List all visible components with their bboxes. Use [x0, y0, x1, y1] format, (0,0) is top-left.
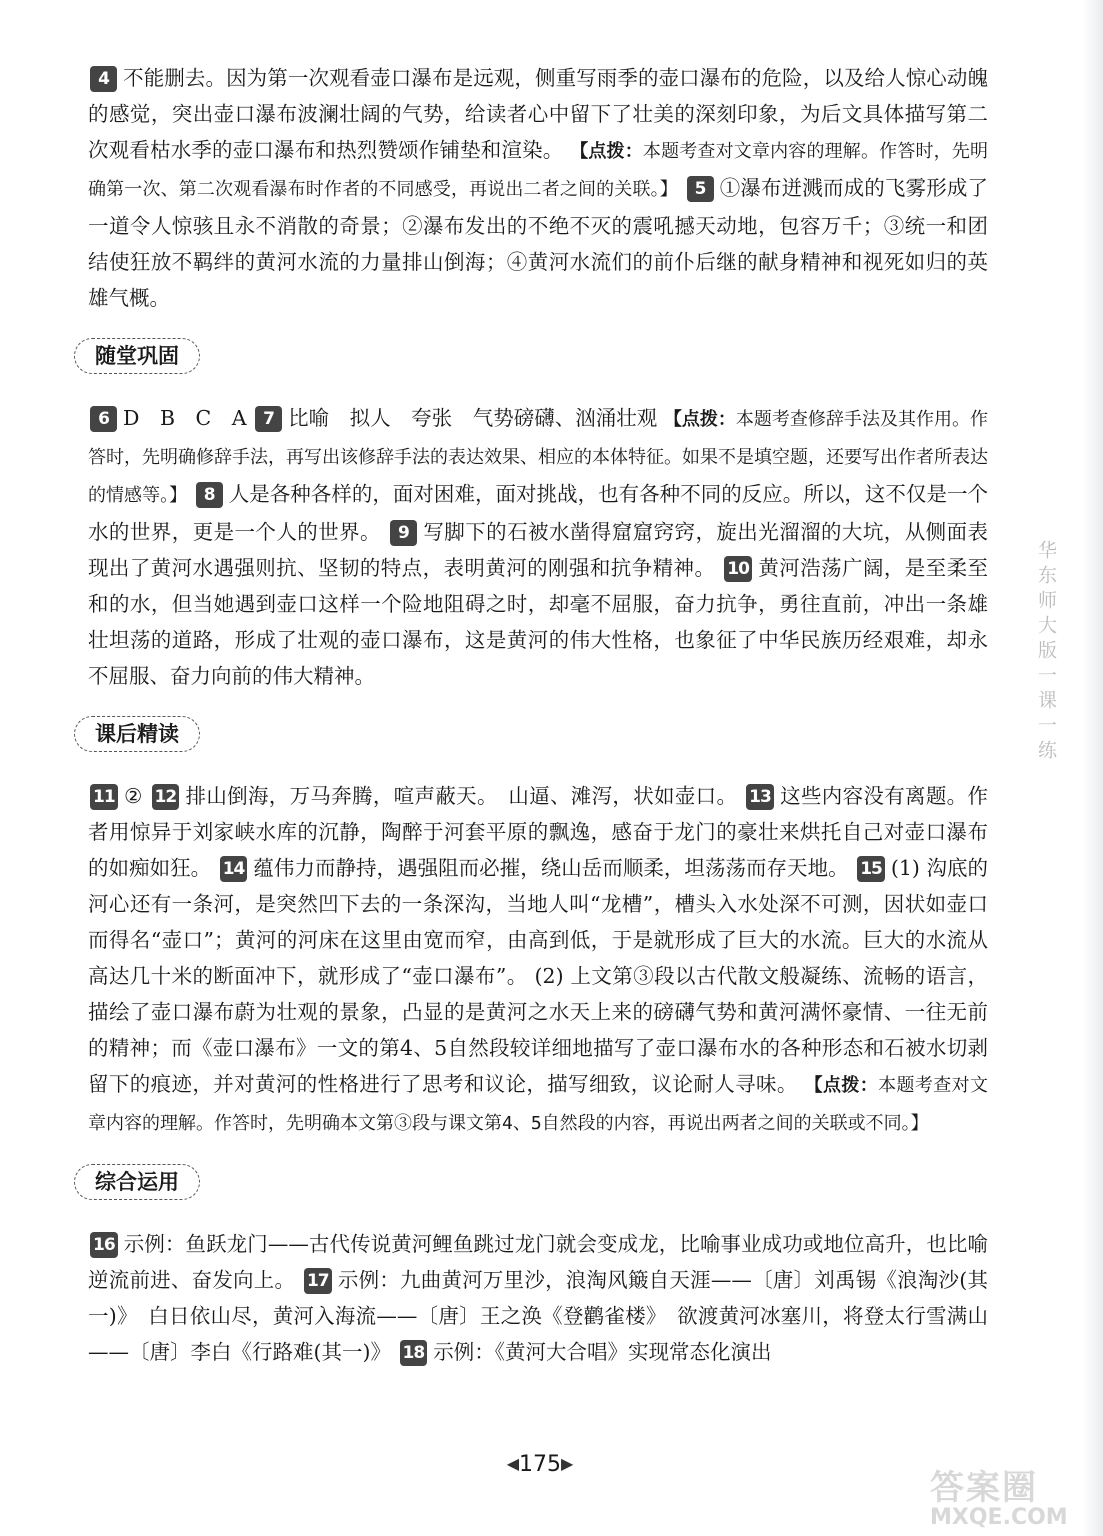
hint-label: 【点拨：: [663, 409, 736, 430]
question-number-badge: 10: [724, 556, 752, 582]
answer-text: (2) 上文第③段以古代散文般凝练、流畅的语言，描绘了壶口瀑布蔚为壮观的景象，凸显的是黄河之水天上来的磅礴气势和黄河满怀豪情、一往无前的精神；而《壶口瀑布》一文的第4、5自然段较详细地描写了壶口瀑布水的各种形态和石被水切剥留下的痕迹，并对黄河的性格进行了思考和议论，描写细致，议论耐人寻味。: [88, 964, 988, 1096]
answers-part-3: [88, 778, 988, 1142]
question-number-badge: 16: [90, 1232, 118, 1258]
page-number: [495, 1452, 585, 1477]
answer-text: 示例：鱼跃龙门——古代传说黄河鲤鱼跳过龙门就会变成龙，比喻事业成功或地位高升，也比喻逆流前进、奋发向上。: [88, 1232, 988, 1292]
question-number-badge: 5: [687, 176, 714, 202]
answer-text: 排山倒海，万马奔腾，喧声蔽天。 山逼、滩泻，状如壶口。: [185, 784, 738, 808]
question-number-badge: 7: [255, 406, 282, 432]
question-number-badge: 18: [400, 1340, 428, 1366]
question-number-badge: 4: [90, 66, 117, 92]
answer-text: (1) 沟底的河心还有一条河，是突然凹下去的一条深沟，当地人叫“龙槽”，槽头入水处深不可测，因状如壶口而得名“壶口”；黄河的河床在这里由宽而窄，由高到低，于是就形成了巨大的水流。巨大的水流从高达几十米的断面冲下，就形成了“壶口瀑布”。: [88, 856, 988, 988]
hint-label: 【点拨：: [804, 1075, 879, 1096]
answer-text: 示例：《黄河大合唱》实现常态化演出: [433, 1340, 772, 1364]
section-title-reading: 课后精读: [74, 716, 200, 752]
hint-text: 本题考查对文章内容的理解。作答时，先明确第一次、第二次观看瀑布时作者的不同感受，再说出二者之间的关联。】: [88, 141, 989, 200]
page-edge-shadow: [1082, 0, 1103, 1536]
page-number-text: 175: [519, 1452, 561, 1477]
answer-text: D B C A: [123, 406, 247, 430]
answer-text: 这些内容没有离题。作者用惊异于刘家峡水库的沉静，陶醉于河套平原的飘逸，感奋于龙门的豪壮来烘托自己对壶口瀑布的如痴如狂。: [88, 784, 988, 880]
question-number-badge: 9: [390, 520, 417, 546]
answer-text: 不能删去。因为第一次观看壶口瀑布是远观，侧重写雨季的壶口瀑布的危险，以及给人惊心动魄的感觉，突出壶口瀑布波澜壮阔的气势，给读者心中留下了壮美的深刻印象，为后文具体描写第二次观看枯水季的壶口瀑布和热烈赞颂作铺垫和渲染。: [88, 66, 988, 162]
answer-text: ②: [123, 784, 143, 808]
question-number-badge: 8: [196, 482, 223, 508]
answer-text: 黄河浩荡广阔，是至柔至和的水，但当她遇到壶口这样一个险地阻碍之时，却毫不屈服，奋力抗争，勇往直前，冲出一条雄壮坦荡的道路，形成了壮观的壶口瀑布，这是黄河的伟大性格，也象征了中华民族历经艰难，却永不屈服、奋力向前的伟大精神。: [88, 556, 988, 688]
question-number-badge: 13: [746, 784, 774, 810]
section-title-application: 综合运用: [74, 1164, 200, 1200]
question-number-badge: 17: [304, 1268, 332, 1294]
watermark-logo: [930, 1470, 1100, 1534]
right-arrow-icon: ▶: [561, 1454, 574, 1473]
answers-part-2: [88, 400, 988, 694]
left-arrow-icon: ◀: [506, 1454, 519, 1473]
answer-text: 示例：九曲黄河万里沙，浪淘风簸自天涯——〔唐〕刘禹锡《浪淘沙(其一)》 白日依山尽，黄河入海流——〔唐〕王之涣《登鹳雀楼》 欲渡黄河冰塞川，将登太行雪满山——〔唐〕李白《行路难(其一)》: [88, 1268, 988, 1364]
answer-text: 蕴伟力而静持，遇强阻而必摧，绕山岳而顺柔，坦荡荡而存天地。: [253, 856, 849, 880]
answer-text: 写脚下的石被水凿得窟窟窍窍，旋出光溜溜的大坑，从侧面表现出了黄河水遇强则抗、坚韧的特点，表明黄河的刚强和抗争精神。: [88, 520, 989, 580]
answer-text: 人是各种各样的，面对困难，面对挑战，也有各种不同的反应。所以，这不仅是一个水的世界，更是一个人的世界。: [88, 482, 988, 544]
question-number-badge: 15: [857, 856, 885, 882]
answers-part-4: [88, 1226, 988, 1370]
answers-part-1: [88, 60, 988, 316]
side-series-title: 华东师大版一课一练: [1035, 540, 1057, 765]
question-number-badge: 12: [152, 784, 180, 810]
answer-text: ①瀑布迸溅而成的飞雾形成了一道令人惊骇且永不消散的奇景；②瀑布发出的不绝不灭的震吼撼天动地，包容万千；③统一和团结使狂放不羁绊的黄河水流的力量排山倒海；④黄河水流们的前仆后继的献身精神和视死如归的英雄气概。: [88, 176, 988, 310]
watermark-text: 答案圈: [930, 1468, 1038, 1508]
section-title-consolidation: 随堂巩固: [74, 338, 200, 374]
question-number-badge: 6: [90, 406, 117, 432]
question-number-badge: 11: [90, 784, 118, 810]
answer-content: [88, 60, 988, 1370]
question-number-badge: 14: [220, 856, 248, 882]
watermark-url: MXQE.COM: [930, 1505, 1068, 1530]
hint-text: 本题考查修辞手法及其作用。作答时，先明确修辞手法，再写出该修辞手法的表达效果、相应的本体特征。如果不是填空题，还要写出作者所表达的情感等。】: [88, 409, 989, 506]
hint-label: 【点拨：: [570, 141, 643, 162]
answer-text: 比喻 拟人 夸张 气势磅礴、汹涌壮观: [288, 406, 658, 430]
hint-text: 本题考查对文章内容的理解。作答时，先明确本文第③段与课文第4、5自然段的内容，再说出两者之间的关联或不同。】: [88, 1075, 989, 1134]
